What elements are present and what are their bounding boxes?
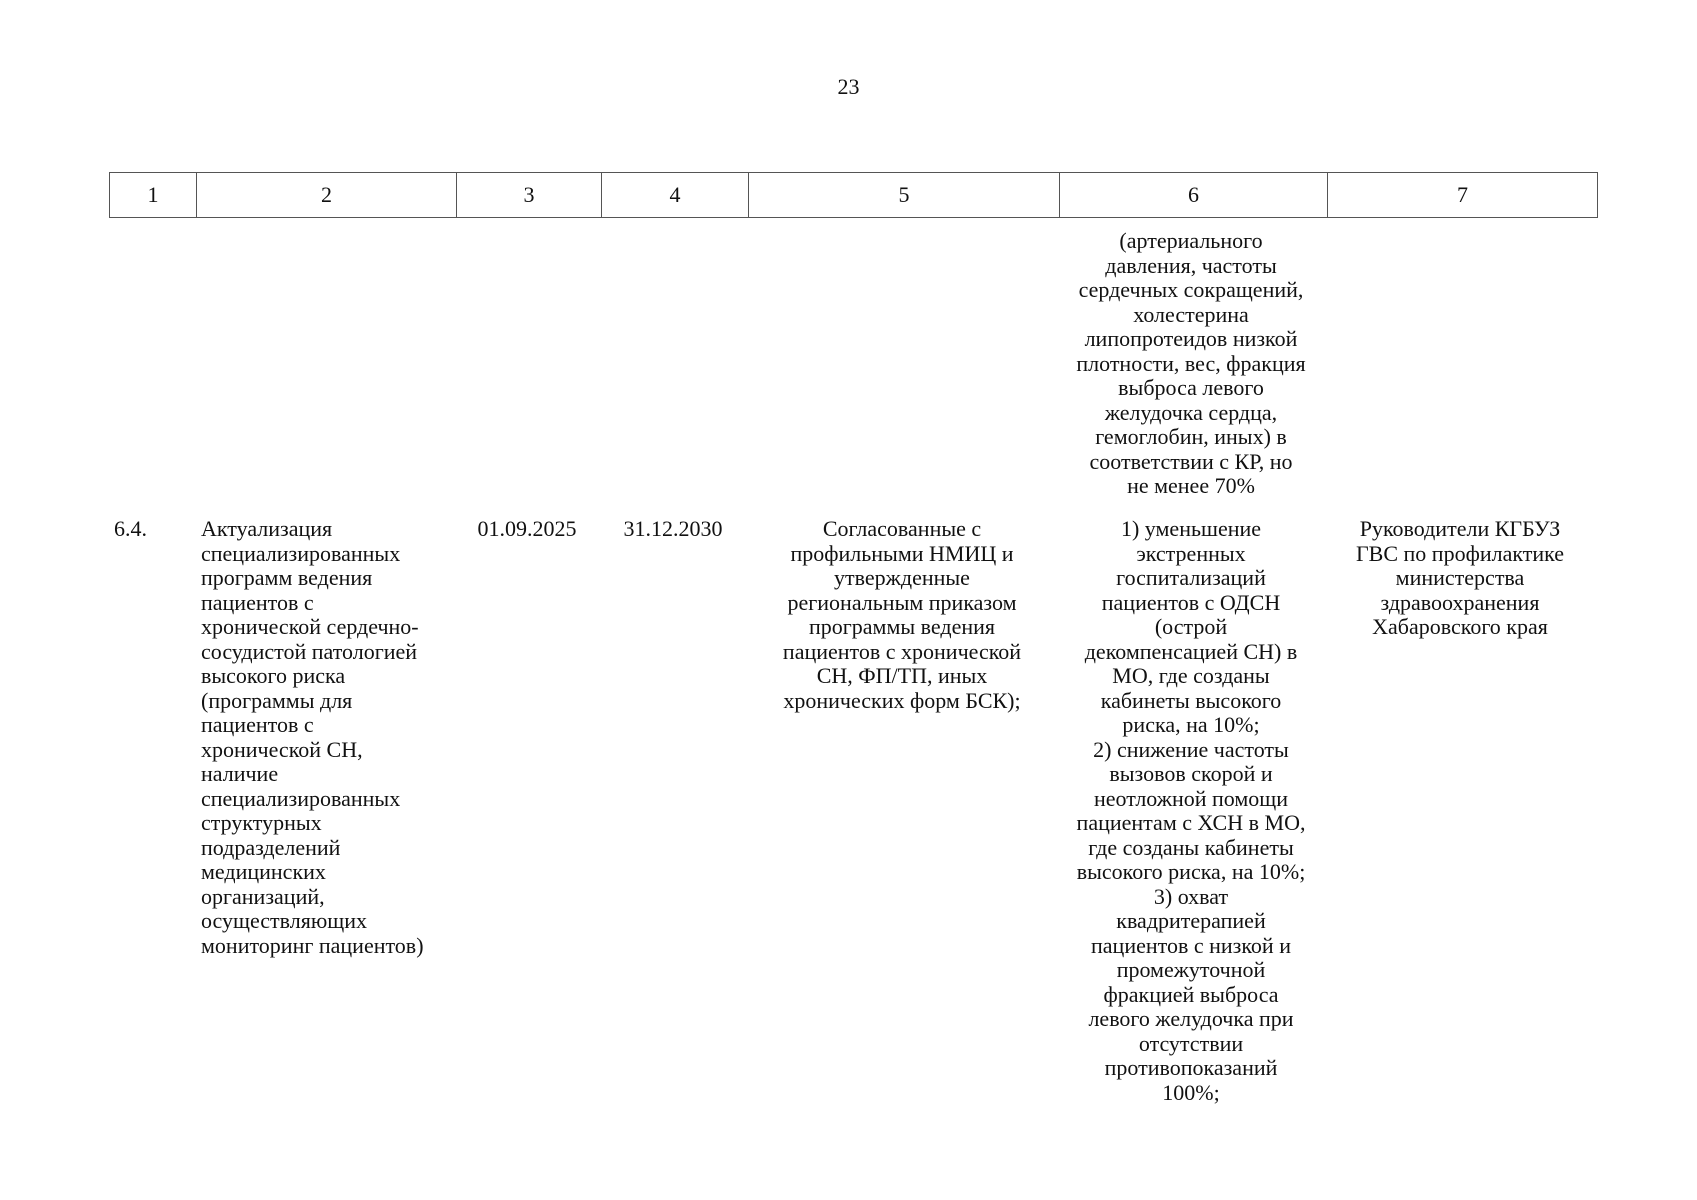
header-cell-2: 2 <box>197 173 457 218</box>
header-cell-6: 6 <box>1060 173 1328 218</box>
responsible-cell: Руководители КГБУЗ ГВС по профилактике министерства здравоохранения Хабаровского края <box>1355 516 1565 639</box>
header-cell-7: 7 <box>1328 173 1598 218</box>
table-header <box>109 172 1598 218</box>
indicators-cell: 1) уменьшение экстренных госпитализаций пациентов с ОДСН (острой декомпенсацией СН) в МО, где созданы кабинеты высокого риска, на 10%; 2) снижение частоты вызовов скорой и неотложной помощи пациентам с ХСН в МО, где созданы кабинеты высокого риска, на 10%; 3) охват квадритерапией пациентов с низкой и промежуточной фракцией выброса левого желудочка при отсутствии противопоказаний 100%; <box>1076 516 1306 1105</box>
header-cell-1: 1 <box>110 173 197 218</box>
continued-indicators-cell: (артериального давления, частоты сердечных сокращений, холестерина липопротеидов низкой плотности, вес, фракция выброса левого желудочка сердца, гемоглобин, иных) в соответствии с КР, но не менее 70% <box>1076 228 1306 498</box>
page-number: 23 <box>837 74 860 99</box>
header-cell-5: 5 <box>749 173 1060 218</box>
header-cell-4: 4 <box>602 173 749 218</box>
result-cell: Согласованные с профильными НМИЦ и утвержденные региональным приказом программы ведения пациентов с хронической СН, ФП/ТП, иных хронических форм БСК); <box>782 516 1022 713</box>
row-number-cell: 6.4. <box>114 516 147 541</box>
end-date-cell: 31.12.2030 <box>623 516 723 541</box>
header-cell-3: 3 <box>457 173 602 218</box>
start-date-cell: 01.09.2025 <box>477 516 577 541</box>
header-row <box>110 173 1598 218</box>
activity-cell: Актуализация специализированных программ ведения пациентов с хронической сердечно- сосудистой патологией высокого риска (программы для пациентов с хронической СН, наличие специализированных структурных подразделений медицинских организаций, осуществляющих мониторинг пациентов) <box>201 516 424 958</box>
